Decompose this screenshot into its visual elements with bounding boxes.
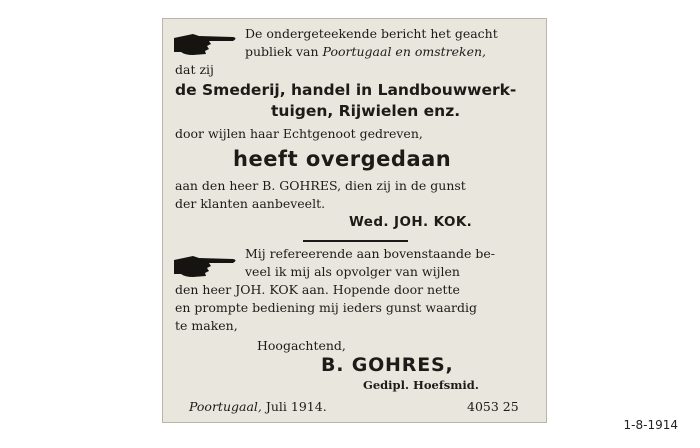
business-line-1: de Smederij, handel in Landbouwwerk- [175,81,517,99]
headline: heeft overgedaan [233,147,452,171]
para2-line-2: veel ik mij als opvolger van wijlen [245,264,460,279]
para2-line-4: en prompte bediening mij ieders gunst waardig [175,300,477,315]
para2-line-3: den heer JOH. KOK aan. Hopende door nette [175,282,460,297]
ad-line-4: door wijlen haar Echtgenoot gedreven, [175,126,423,141]
ad-line-3: dat zij [175,62,214,77]
ad-line-5: aan den heer B. GOHRES, dien zij in de gunst [175,178,466,193]
date-label: 1-8-1914 [623,418,678,432]
pointing-hand-icon [173,31,239,57]
profession: Gedipl. Hoefsmid. [363,378,479,392]
ad-line-6: der klanten aanbeveelt. [175,196,326,211]
ad-line-2: publiek van Poortugaal en omstreken, [245,44,487,59]
newspaper-clipping [162,18,547,423]
closing: Hoogachtend, [257,338,346,353]
business-line-2: tuigen, Rijwielen enz. [271,102,461,120]
footer-dateline: Poortugaal, Juli 1914. [189,399,327,414]
ad-line-1: De ondergeteekende bericht het geacht [245,26,498,41]
footer-reference: 4053 25 [467,399,519,414]
pointing-hand-icon [173,253,239,279]
divider [303,240,408,242]
para2-line-5: te maken, [175,318,238,333]
signature-successor: B. GOHRES, [321,354,454,376]
para2-line-1: Mij refereerende aan bovenstaande be- [245,246,495,261]
signature-widow: Wed. JOH. KOK. [349,214,473,230]
